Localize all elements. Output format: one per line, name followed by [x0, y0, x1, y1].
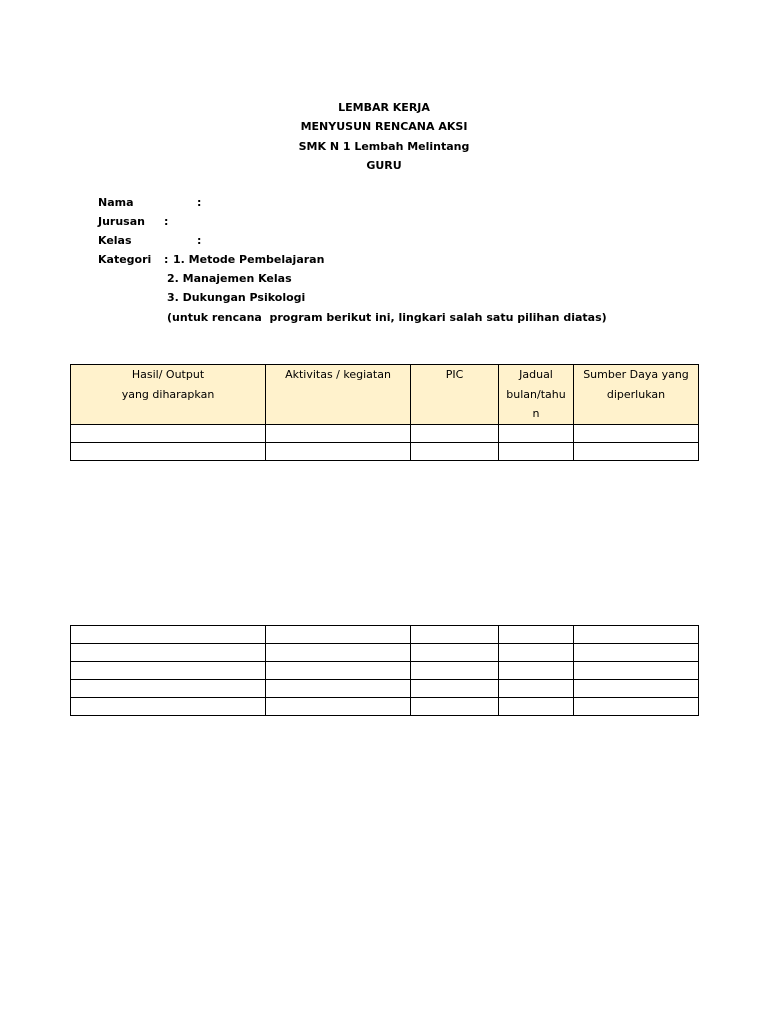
table-cell[interactable] — [411, 680, 499, 698]
table-cell[interactable] — [499, 698, 574, 716]
header-jadual-line1: Jadual — [519, 368, 553, 381]
header-jadual-line3: n — [532, 407, 540, 420]
kategori-note: (untuk rencana program berikut ini, lingkari salah satu pilihan diatas) — [167, 311, 607, 324]
table-cell[interactable] — [499, 424, 574, 442]
continuation-table — [70, 625, 699, 716]
table-cell[interactable] — [574, 698, 699, 716]
header-aktivitas — [266, 365, 411, 425]
kelas-colon: : — [197, 234, 202, 247]
header-pic-line1: PIC — [445, 368, 464, 381]
kategori-option-2: 2. Manajemen Kelas — [167, 272, 292, 285]
table-cell[interactable] — [574, 424, 699, 442]
nama-colon: : — [197, 196, 202, 209]
table-cell[interactable] — [266, 680, 411, 698]
table-cell[interactable] — [411, 644, 499, 662]
table-cell[interactable] — [266, 644, 411, 662]
table-header-row — [71, 365, 699, 425]
audience-label: GURU — [366, 159, 402, 172]
table-row — [71, 442, 699, 460]
header-aktivitas-line1: Aktivitas / kegiatan — [285, 368, 391, 381]
table-cell[interactable] — [411, 442, 499, 460]
table-cell[interactable] — [71, 698, 266, 716]
table-cell[interactable] — [499, 680, 574, 698]
table-cell[interactable] — [71, 644, 266, 662]
header-jadual-line2: bulan/tahu — [506, 387, 566, 401]
nama-label: Nama — [98, 196, 134, 209]
table-cell[interactable] — [574, 680, 699, 698]
header-jadual — [499, 365, 574, 425]
jurusan-colon: : — [164, 215, 169, 228]
table-cell[interactable] — [71, 662, 266, 680]
header-hasil-line1: Hasil/ Output — [131, 368, 205, 381]
header-sumber-daya — [574, 365, 699, 425]
table-cell[interactable] — [411, 698, 499, 716]
jurusan-label: Jurusan — [98, 215, 145, 228]
table-cell[interactable] — [574, 626, 699, 644]
table-cell[interactable] — [499, 662, 574, 680]
kategori-option-1: 1. Metode Pembelajaran — [173, 253, 325, 266]
kategori-option-3: 3. Dukungan Psikologi — [167, 291, 306, 304]
action-plan-table — [70, 364, 699, 461]
table-cell[interactable] — [71, 442, 266, 460]
table-cell[interactable] — [499, 442, 574, 460]
kelas-label: Kelas — [98, 234, 132, 247]
doc-title: LEMBAR KERJA — [338, 101, 430, 114]
table-cell[interactable] — [411, 626, 499, 644]
table-cell[interactable] — [266, 442, 411, 460]
table-cell[interactable] — [266, 698, 411, 716]
table-row — [71, 662, 699, 680]
table-cell[interactable] — [266, 424, 411, 442]
table-cell[interactable] — [499, 626, 574, 644]
kategori-label: Kategori — [98, 253, 152, 266]
table-cell[interactable] — [266, 626, 411, 644]
header-sumber-line2: diperlukan — [606, 387, 666, 401]
table-cell[interactable] — [71, 626, 266, 644]
school-name: SMK N 1 Lembah Melintang — [298, 140, 470, 153]
header-pic — [411, 365, 499, 425]
table-row — [71, 626, 699, 644]
table-cell[interactable] — [574, 442, 699, 460]
table-row — [71, 424, 699, 442]
table-cell[interactable] — [499, 644, 574, 662]
table-row — [71, 680, 699, 698]
table-cell[interactable] — [266, 662, 411, 680]
table-cell[interactable] — [574, 644, 699, 662]
header-hasil-output — [71, 365, 266, 425]
table-cell[interactable] — [71, 680, 266, 698]
kategori-colon: : — [164, 253, 169, 266]
header-hasil-line2: yang diharapkan — [121, 387, 215, 401]
header-sumber-line1: Sumber Daya yang — [583, 368, 689, 381]
table-cell[interactable] — [411, 662, 499, 680]
table-cell[interactable] — [574, 662, 699, 680]
table-cell[interactable] — [71, 424, 266, 442]
doc-subtitle: MENYUSUN RENCANA AKSI — [300, 120, 468, 133]
table-row — [71, 644, 699, 662]
table-row — [71, 698, 699, 716]
table-cell[interactable] — [411, 424, 499, 442]
